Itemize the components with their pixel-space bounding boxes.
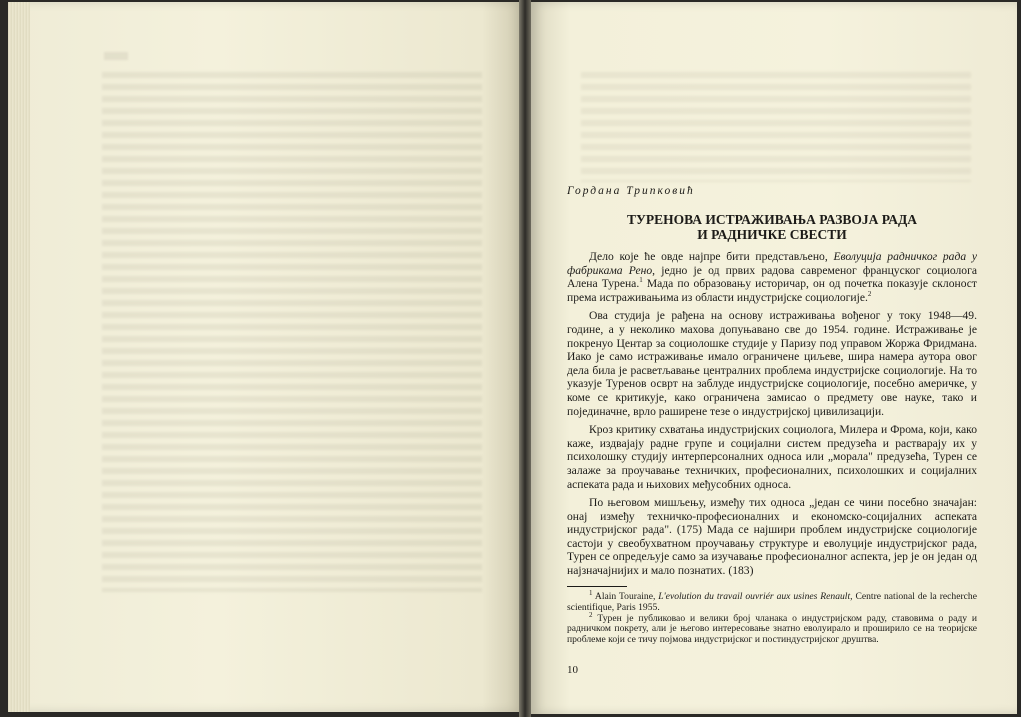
footnote-1-number: 1: [589, 588, 593, 597]
footnote-ref-1[interactable]: 1: [639, 276, 643, 285]
paragraph-2: Ова студија је рађена на основу истраживања вођеног у току 1948—49. године, а у неколико махова допуњавано све до 1954. године. Истраживање је покренуо Центар за социолошке студије у Паризу под управом Жоржа Фридмана. Иако је само истраживање имало ограничене циљеве, шира намера аутора овог дела била је расветљавање централних проблема индустријске социологије. На то указује Туренов осврт на заблуде индустријске социологије, посебно америчке, у коме се критикује, како ограничена замисао о предмету ове науке, тако и појединачне, врло раширене тезе о индустријској цивилизацији.: [567, 309, 977, 418]
right-page: [531, 2, 1017, 714]
footnote-1-italic-title: L'evolution du travail ouvriér aux usines Renault: [658, 591, 851, 602]
article-body: [567, 250, 977, 583]
footnote-divider: [567, 586, 627, 587]
footnote-ref-2[interactable]: 2: [867, 289, 872, 298]
footnote-1-text-b: , Centre national de la recherche scientifique, Paris 1955.: [567, 591, 977, 613]
bleed-through-page-number: [104, 52, 128, 60]
paragraph-1-text-b: , једно је од првих радова савременог француског социолога Алена Турена.: [567, 263, 977, 291]
paragraph-1-text-a: Дело које ће овде најпре бити представљено,: [589, 250, 834, 263]
paragraph-3: Кроз критику схватања индустријских социолога, Милера и Фрома, који, како каже, издвајају радне групе и социјални систем предузећа и растварају их у психолошку студију интерперсоналних односа или „морала" предузећа, Турен се залаже за проучавање техничких, професионалних, психолошких и социјалних аспеката рада и њихових међусобних односа.: [567, 423, 977, 491]
book-gutter: [519, 0, 531, 717]
title-line-2: И РАДНИЧКЕ СВЕСТИ: [697, 227, 847, 242]
bleed-through-text: [102, 72, 482, 592]
paragraph-1: [567, 250, 977, 304]
footnote-2-text: Турен је публиковао и велики број чланака о индустријском раду, ставовима о раду и радничком покрету, али је његово интересовање знатно еволуирало и проширило се на теоријске проблеме који се тичу појмова индустријског и постиндустријског друштва.: [567, 612, 977, 646]
footnote-1-text-a: Alain Touraine,: [592, 591, 659, 602]
page-edges: [8, 2, 30, 712]
page-number: 10: [567, 664, 578, 676]
bleed-through-text: [581, 72, 971, 182]
article-title: [567, 212, 977, 242]
footnotes: [567, 588, 977, 646]
paragraph-1-italic-title: Еволуција радничког рада у фабрикама Рено: [567, 250, 977, 277]
left-page-blank: [8, 2, 523, 712]
footnote-1: [567, 588, 977, 614]
paragraph-1-text-c: Мада по образовању историчар, он од почетка показује склоност према истраживањима из области индустријске социологије.: [567, 277, 977, 304]
paragraph-4: По његовом мишљењу, између тих односа „један се чини посебно значајан: онај између техничко-професионалних и економско-социјалних аспеката индустријског рада". (175) Мада се најшири проблем индустријске социологије састоји у свеобухватном проучавању структуре и еволуције индустријског рада, Турен се опредељује само за изучавање професионалног аспекта, јер је он један од најзначајнијих и мало познатих. (183): [567, 496, 977, 578]
footnote-2-number: 2: [589, 610, 593, 619]
author-name: Гордана Трипковић: [567, 185, 695, 197]
footnote-2: [567, 610, 977, 646]
title-line-1: ТУРЕНОВА ИСТРАЖИВАЊА РАЗВОЈА РАДА: [626, 212, 918, 227]
